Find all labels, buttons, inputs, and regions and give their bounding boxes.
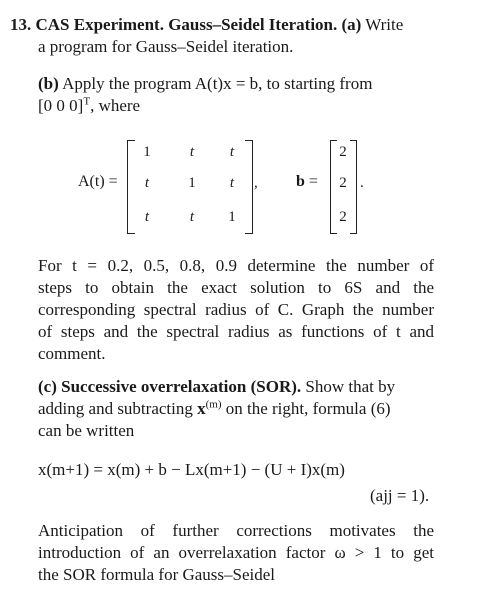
matrix-a-cell: t <box>189 209 195 225</box>
paragraph-line: of steps and the spectral radius as functions of t and <box>38 322 434 341</box>
sor-formula: x(m+1) = x(m) + b − Lx(m+1) − (U + I)x(m) <box>38 460 345 479</box>
paragraph-line: introduction of an overrelaxation factor ω > 1 to get <box>38 543 434 562</box>
matrix-a-cell: t <box>229 175 235 191</box>
paragraph-line: For t = 0.2, 0.5, 0.8, 0.9 determine the number of <box>38 256 434 275</box>
paragraph-line: the SOR formula for Gauss–Seidel <box>38 565 276 584</box>
part-c-line2-post: on the right, formula (6) <box>225 399 391 418</box>
formula-condition: (ajj = 1). <box>370 486 430 505</box>
part-c-text: Show that by <box>305 377 396 396</box>
part-b-label: (b) <box>38 74 59 93</box>
transpose-sup: T <box>83 95 91 108</box>
part-a-label: (a) <box>341 15 362 34</box>
matrix-a-cell: 1 <box>143 144 151 160</box>
paragraph-line: corresponding spectral radius of C. Graph the number <box>38 300 434 319</box>
x-symbol: x <box>197 399 206 418</box>
m-sup: (m) <box>205 398 222 411</box>
part-b-line2 <box>38 95 140 116</box>
part-b-where: , where <box>90 96 141 115</box>
problem-title: CAS Experiment. Gauss–Seidel Iteration. <box>35 15 338 34</box>
vector-period: . <box>360 175 364 191</box>
part-a-line2: a program for Gauss–Seidel iteration. <box>38 37 294 56</box>
matrix-a-cell: 1 <box>188 175 196 191</box>
paragraph-line: Anticipation of further corrections motivates the <box>38 521 434 540</box>
matrix-a-right-bracket <box>245 140 253 234</box>
part-c-line1 <box>38 376 434 397</box>
vector-b-cell: 2 <box>339 209 347 225</box>
paragraph-line: steps to obtain the exact solution to 6S and the <box>38 278 434 297</box>
matrix-a-cell: t <box>229 144 235 160</box>
start-vector: [0 0 0] <box>38 96 84 115</box>
part-b-line1 <box>38 73 434 94</box>
vector-b-cell: 2 <box>339 175 347 191</box>
problem-number: 13. <box>10 15 32 34</box>
part-c-line2 <box>38 398 391 419</box>
matrix-a-cell: t <box>144 175 150 191</box>
part-c-line3: can be written <box>38 421 135 440</box>
vector-b-cell: 2 <box>339 144 347 160</box>
matrix-a-cell: t <box>189 144 195 160</box>
paragraph-line: comment. <box>38 344 106 363</box>
vector-b-label: b = <box>296 173 318 190</box>
matrix-a-left-bracket <box>127 140 135 234</box>
part-c-line2-pre: adding and subtracting <box>38 399 193 418</box>
matrix-a-cell: t <box>144 209 150 225</box>
part-a-text: Write <box>365 15 404 34</box>
problem-heading <box>10 14 403 35</box>
matrix-a-label: A(t) = <box>78 173 118 190</box>
part-b-text: Apply the program A(t)x = b, to starting from <box>62 74 373 93</box>
matrix-comma: , <box>254 175 258 191</box>
part-c-label: (c) Successive overrelaxation (SOR). <box>38 377 302 396</box>
matrix-a-cell: 1 <box>228 209 236 225</box>
